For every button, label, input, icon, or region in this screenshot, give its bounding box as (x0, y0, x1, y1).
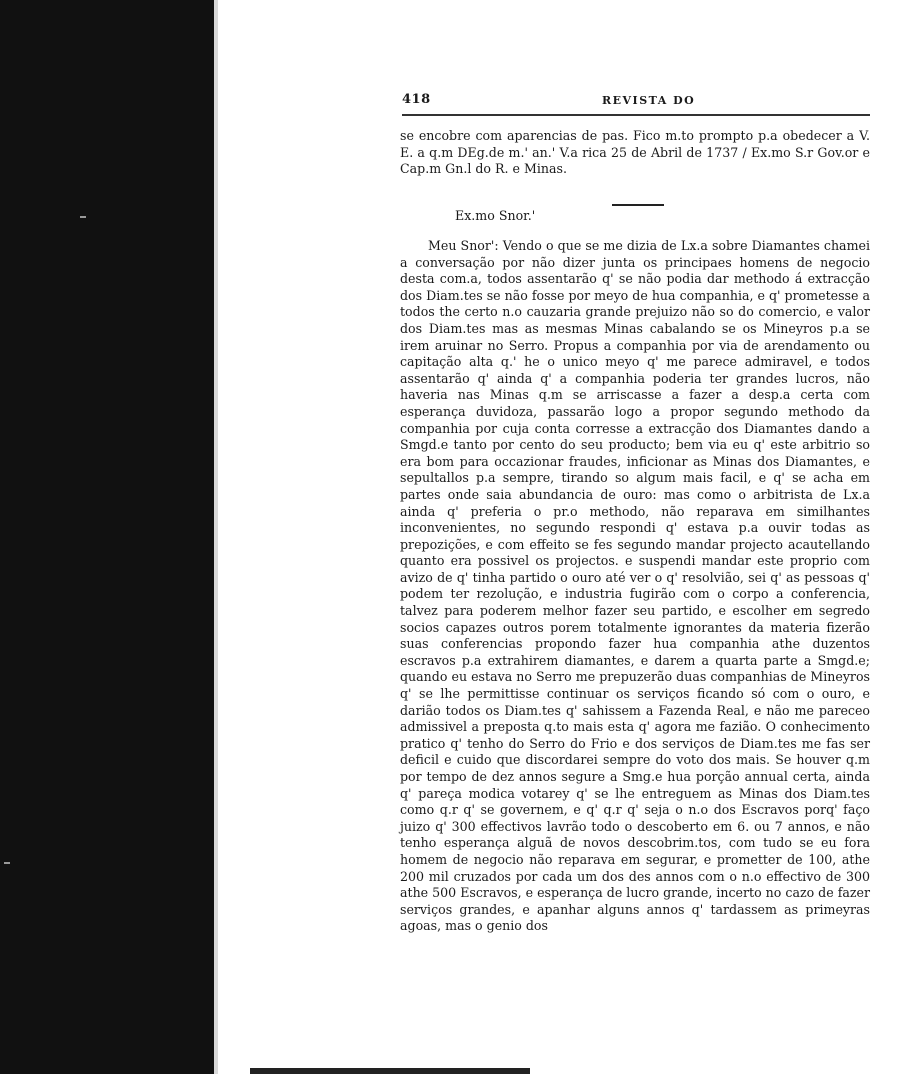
header-rule (402, 114, 870, 116)
page-header (402, 92, 870, 112)
scan-dark-margin (0, 0, 214, 1074)
scan-margin-edge (214, 0, 218, 1074)
letter-salutation: Ex.mo Snor.' (455, 208, 536, 223)
running-title: REVISTA DO (602, 94, 696, 107)
letter-body: Meu Snor': Vendo o que se me dizia de Lx.a sobre Diamantes chamei a conversação por não dizer junta os principaes homens de negocio desta com.a, todos assentarão q' se não podia dar methodo á extracção dos Diam.tes se não fosse por meyo de hua companhia, e q' prometesse a todos the certo n.o cauzaria grande prejuizo não so do comercio, e valor dos Diam.tes mas as mesmas Minas cabalando se os Mineyros p.a se irem aruinar no Serro. Propus a companhia por via de arendamento ou capitação alta q.' he o unico meyo q' me parece admiravel, e todos assentarão q' ainda q' a companhia poderia ter grandes lucros, não haveria nas Minas q.m se arriscasse a fazer a desp.a certa com esperança duvidoza, passarão logo a propor segundo methodo da companhia por cuja conta corresse a extracção dos Diamantes dando a Smgd.e tanto por cento do seu producto; bem via eu q' este arbitrio so era bom para occazionar fraudes, inficionar as Minas dos Diamantes, e sepultallos p.a sempre, tirando so algum mais facil, e q' se acha em partes onde saia abundancia de ouro: mas como o arbitrista de Lx.a ainda q' preferia o pr.o methodo, não reparava em similhantes inconvenientes, no segundo respondi q' estava p.a ouvir todas as prepozições, e com effeito se fes segundo mandar projecto acautellando quanto era possivel os projectos. e suspendi mandar este proprio com avizo de q' tinha partido o ouro até ver o q' resolvião, sei q' as pessoas q' podem ter rezolução, e industria fugirão com o corpo a conferencia, talvez para poderem melhor fazer seu partido, e escolher em segredo socios capazes outros porem totalmente ignorantes da materia fizerão suas conferencias propondo fazer hua companhia athe duzentos escravos p.a extrahirem diamantes, e darem a quarta parte a Smgd.e; quando eu estava no Serro me prepuzerão duas companhias de Mineyros q' se lhe permittisse continuar os serviços ficando só com o ouro, e darião todos os Diam.tes q' sahissem a Fazenda Real, e não me pareceo admissivel a preposta q.to mais esta q' agora me fazião. O conhecimento pratico q' tenho do Serro do Frio e dos serviços de Diam.tes me fas ser deficil e cuido que discordarei sempre do voto dos mais. Se houver q.m por tempo de dez annos segure a Smg.e hua porção annual certa, ainda q' pareça modica votarey q' se lhe entreguem as Minas dos Diam.tes como q.r q' se governem, e q' q.r q' seja o n.o dos Escravos porq' faço juizo q' 300 effectivos lavrão todo o descoberto em 6. ou 7 annos, e não tenho esperança alguã de novos descobrim.tos, com tudo se eu fora homem de negocio não reparava em segurar, e prometter de 100, athe 200 mil cruzados por cada um dos des annos com o n.o effectivo de 300 athe 500 Escravos, e esperança de lucro grande, incerto no cazo de fazer serviços grandes, e apanhar alguns annos q' tardassem as primeyras agoas, mas o genio dos (400, 238, 870, 934)
scan-speck (80, 216, 86, 218)
scan-bottom-edge (250, 1068, 530, 1074)
scan-speck (4, 862, 10, 864)
closing-paragraph: se encobre com aparencias de pas. Fico m.to prompto p.a obedecer a V. E. a q.m DEg.de m.' an.' V.a rica 25 de Abril de 1737 / Ex.mo S.r Gov.or e Cap.m Gn.l do R. e Minas. (400, 128, 870, 177)
section-divider (612, 204, 664, 206)
page-number: 418 (402, 92, 431, 107)
